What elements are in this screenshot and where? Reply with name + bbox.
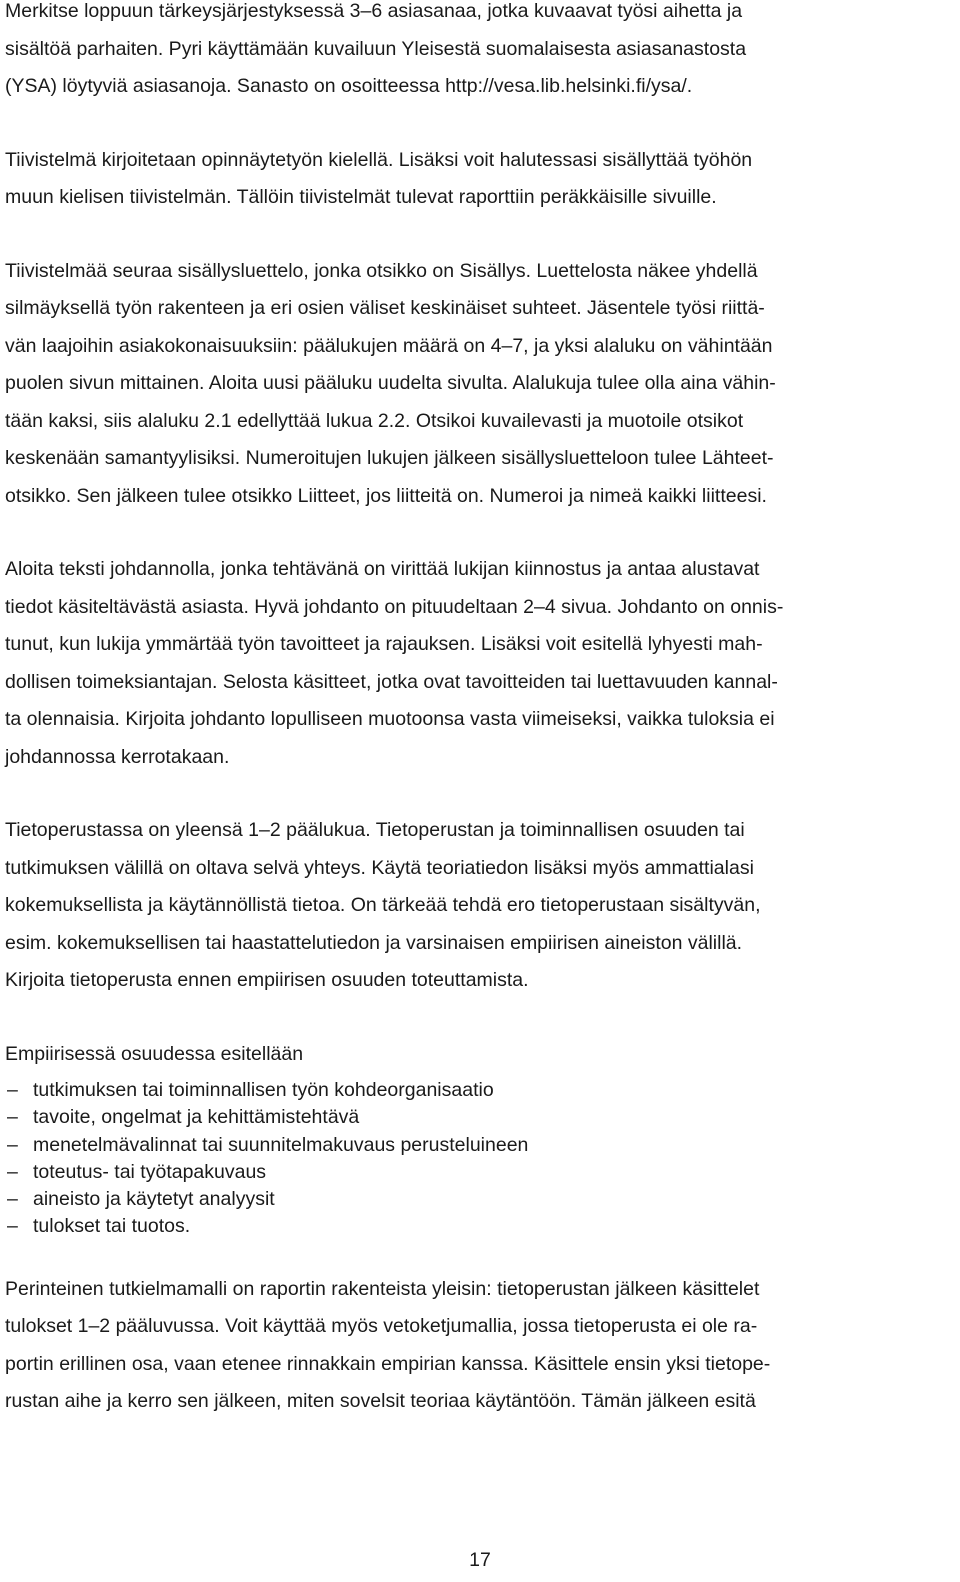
list-item-text: tulokset tai tuotos. [33,1215,191,1238]
paragraph-gap [5,776,935,812]
list-item [5,1159,935,1186]
text-line: kokemuksellista ja käytännöllistä tietoa. On tärkeää tehdä ero tietoperustaan sisältyvän, [5,894,761,916]
empirical-heading: Empiirisessä osuudessa esitellään [5,1042,304,1065]
paragraph-contents [5,253,935,516]
text-line: portin erillinen osa, vaan etenee rinnakkain empirian kanssa. Käsittele ensin yksi tietope- [5,1352,771,1375]
empirical-list [5,1077,935,1241]
text-line: keskenään samantyylisiksi. Numeroitujen lukujen jälkeen sisällysluetteloon tulee Lähteet- [5,447,774,469]
text-line: johdannossa kerrotakaan. [5,745,230,768]
paragraph-report-models [5,1271,935,1421]
text-line: tulokset 1–2 pääluvussa. Voit käyttää myös vetoketjumallia, jossa tietoperusta ei ole ra- [5,1315,758,1338]
list-item-text: tutkimuksen tai toiminnallisen työn kohdeorganisaatio [33,1079,494,1101]
text-line: rustan aihe ja kerro sen jälkeen, miten sovelsit teoriaa käytäntöön. Tämän jälkeen esitä [5,1390,756,1413]
text-line: tunut, kun lukija ymmärtää työn tavoitteet ja rajauksen. Lisäksi voit esitellä lyhyesti mah- [5,633,763,655]
dash-bullet: – [7,1079,18,1101]
text-line: puolen sivun mittainen. Aloita uusi pääluku uudelta sivulta. Alalukuja tulee olla aina vähin- [5,372,776,394]
text-line: tään kaksi, siis alaluku 2.1 edellyttää lukua 2.2. Otsikoi kuvailevasti ja muotoile otsikot [5,409,744,432]
text-line: dollisen toimeksiantajan. Selosta käsitteet, jotka ovat tavoitteiden tai luettavuuden kannal- [5,670,778,693]
list-item [5,1132,935,1159]
text-line: esim. kokemuksellisen tai haastattelutiedon ja varsinaisen empiirisen aineiston välillä. [5,931,743,954]
text-line: otsikko. Sen jälkeen tulee otsikko Liitteet, jos liitteitä on. Numeroi ja nimeä kaikki liitteesi. [5,484,767,507]
text-line: Tiivistelmää seuraa sisällysluettelo, jonka otsikko on Sisällys. Luettelosta näkee yhdellä [5,259,758,282]
document-page [5,0,935,1421]
text-line: vän laajoihin asiakokonaisuuksiin: päälukujen määrä on 4–7, ja yksi alaluku on vähintään [5,334,773,357]
paragraph-gap [5,1241,935,1271]
text-line: Kirjoita tietoperusta ennen empiirisen osuuden toteuttamista. [5,969,529,991]
paragraph-keywords [5,0,935,106]
text-line: silmäyksellä työn rakenteen ja eri osien väliset keskinäiset suhteet. Jäsentele työsi riittä- [5,297,765,319]
dash-bullet: – [7,1133,18,1156]
paragraph-gap [5,106,935,142]
paragraph-abstract [5,142,935,217]
list-item [5,1077,935,1104]
text-line: Aloita teksti johdannolla, jonka tehtävänä on virittää lukijan kiinnostus ja antaa alustavat [5,558,760,580]
text-line: sisältöä parhaiten. Pyri käyttämään kuvailuun Yleisestä suomalaisesta asiasanastosta [5,37,747,60]
paragraph-gap [5,515,935,551]
list-item-text: aineisto ja käytetyt analyysit [33,1188,275,1211]
paragraph-theory [5,812,935,1000]
text-line: Merkitse loppuun tärkeysjärjestyksessä 3–6 asiasanaa, jotka kuvaavat työsi aihetta ja [5,0,743,22]
dash-bullet: – [7,1160,18,1183]
text-line: Tietoperustassa on yleensä 1–2 päälukua. Tietoperustan ja toiminnallisen osuuden tai [5,819,745,841]
text-line: muun kielisen tiivistelmän. Tällöin tiivistelmät tulevat raporttiin peräkkäisille sivuille. [5,186,717,208]
text-line: tutkimuksen välillä on oltava selvä yhteys. Käytä teoriatiedon lisäksi myös ammattialasi [5,856,754,879]
paragraph-gap [5,217,935,253]
dash-bullet: – [7,1215,18,1238]
list-item [5,1104,935,1131]
list-item-text: menetelmävalinnat tai suunnitelmakuvaus perusteluineen [33,1133,529,1156]
page-number: 17 [469,1549,491,1571]
dash-bullet: – [7,1188,18,1211]
list-item [5,1213,935,1240]
paragraph-introduction [5,551,935,776]
text-line: Perinteinen tutkielmamalli on raportin rakenteista yleisin: tietoperustan jälkeen käsittelet [5,1277,760,1300]
paragraph-gap [5,1000,935,1036]
dash-bullet: – [7,1106,18,1129]
text-line: tiedot käsiteltävästä asiasta. Hyvä johdanto on pituudeltaan 2–4 sivua. Johdanto on onnis- [5,595,784,618]
text-line: ta olennaisia. Kirjoita johdanto lopulliseen muotoonsa vasta viimeiseksi, vaikka tuloksia ei [5,708,775,730]
list-item-text: toteutus- tai työtapakuvaus [33,1160,267,1183]
list-item-text: tavoite, ongelmat ja kehittämistehtävä [33,1106,360,1129]
list-item [5,1186,935,1213]
text-line: Tiivistelmä kirjoitetaan opinnäytetyön kielellä. Lisäksi voit halutessasi sisällyttää työhön [5,148,753,171]
text-line: (YSA) löytyviä asiasanoja. Sanasto on osoitteessa http://vesa.lib.helsinki.fi/ysa/. [5,75,693,97]
